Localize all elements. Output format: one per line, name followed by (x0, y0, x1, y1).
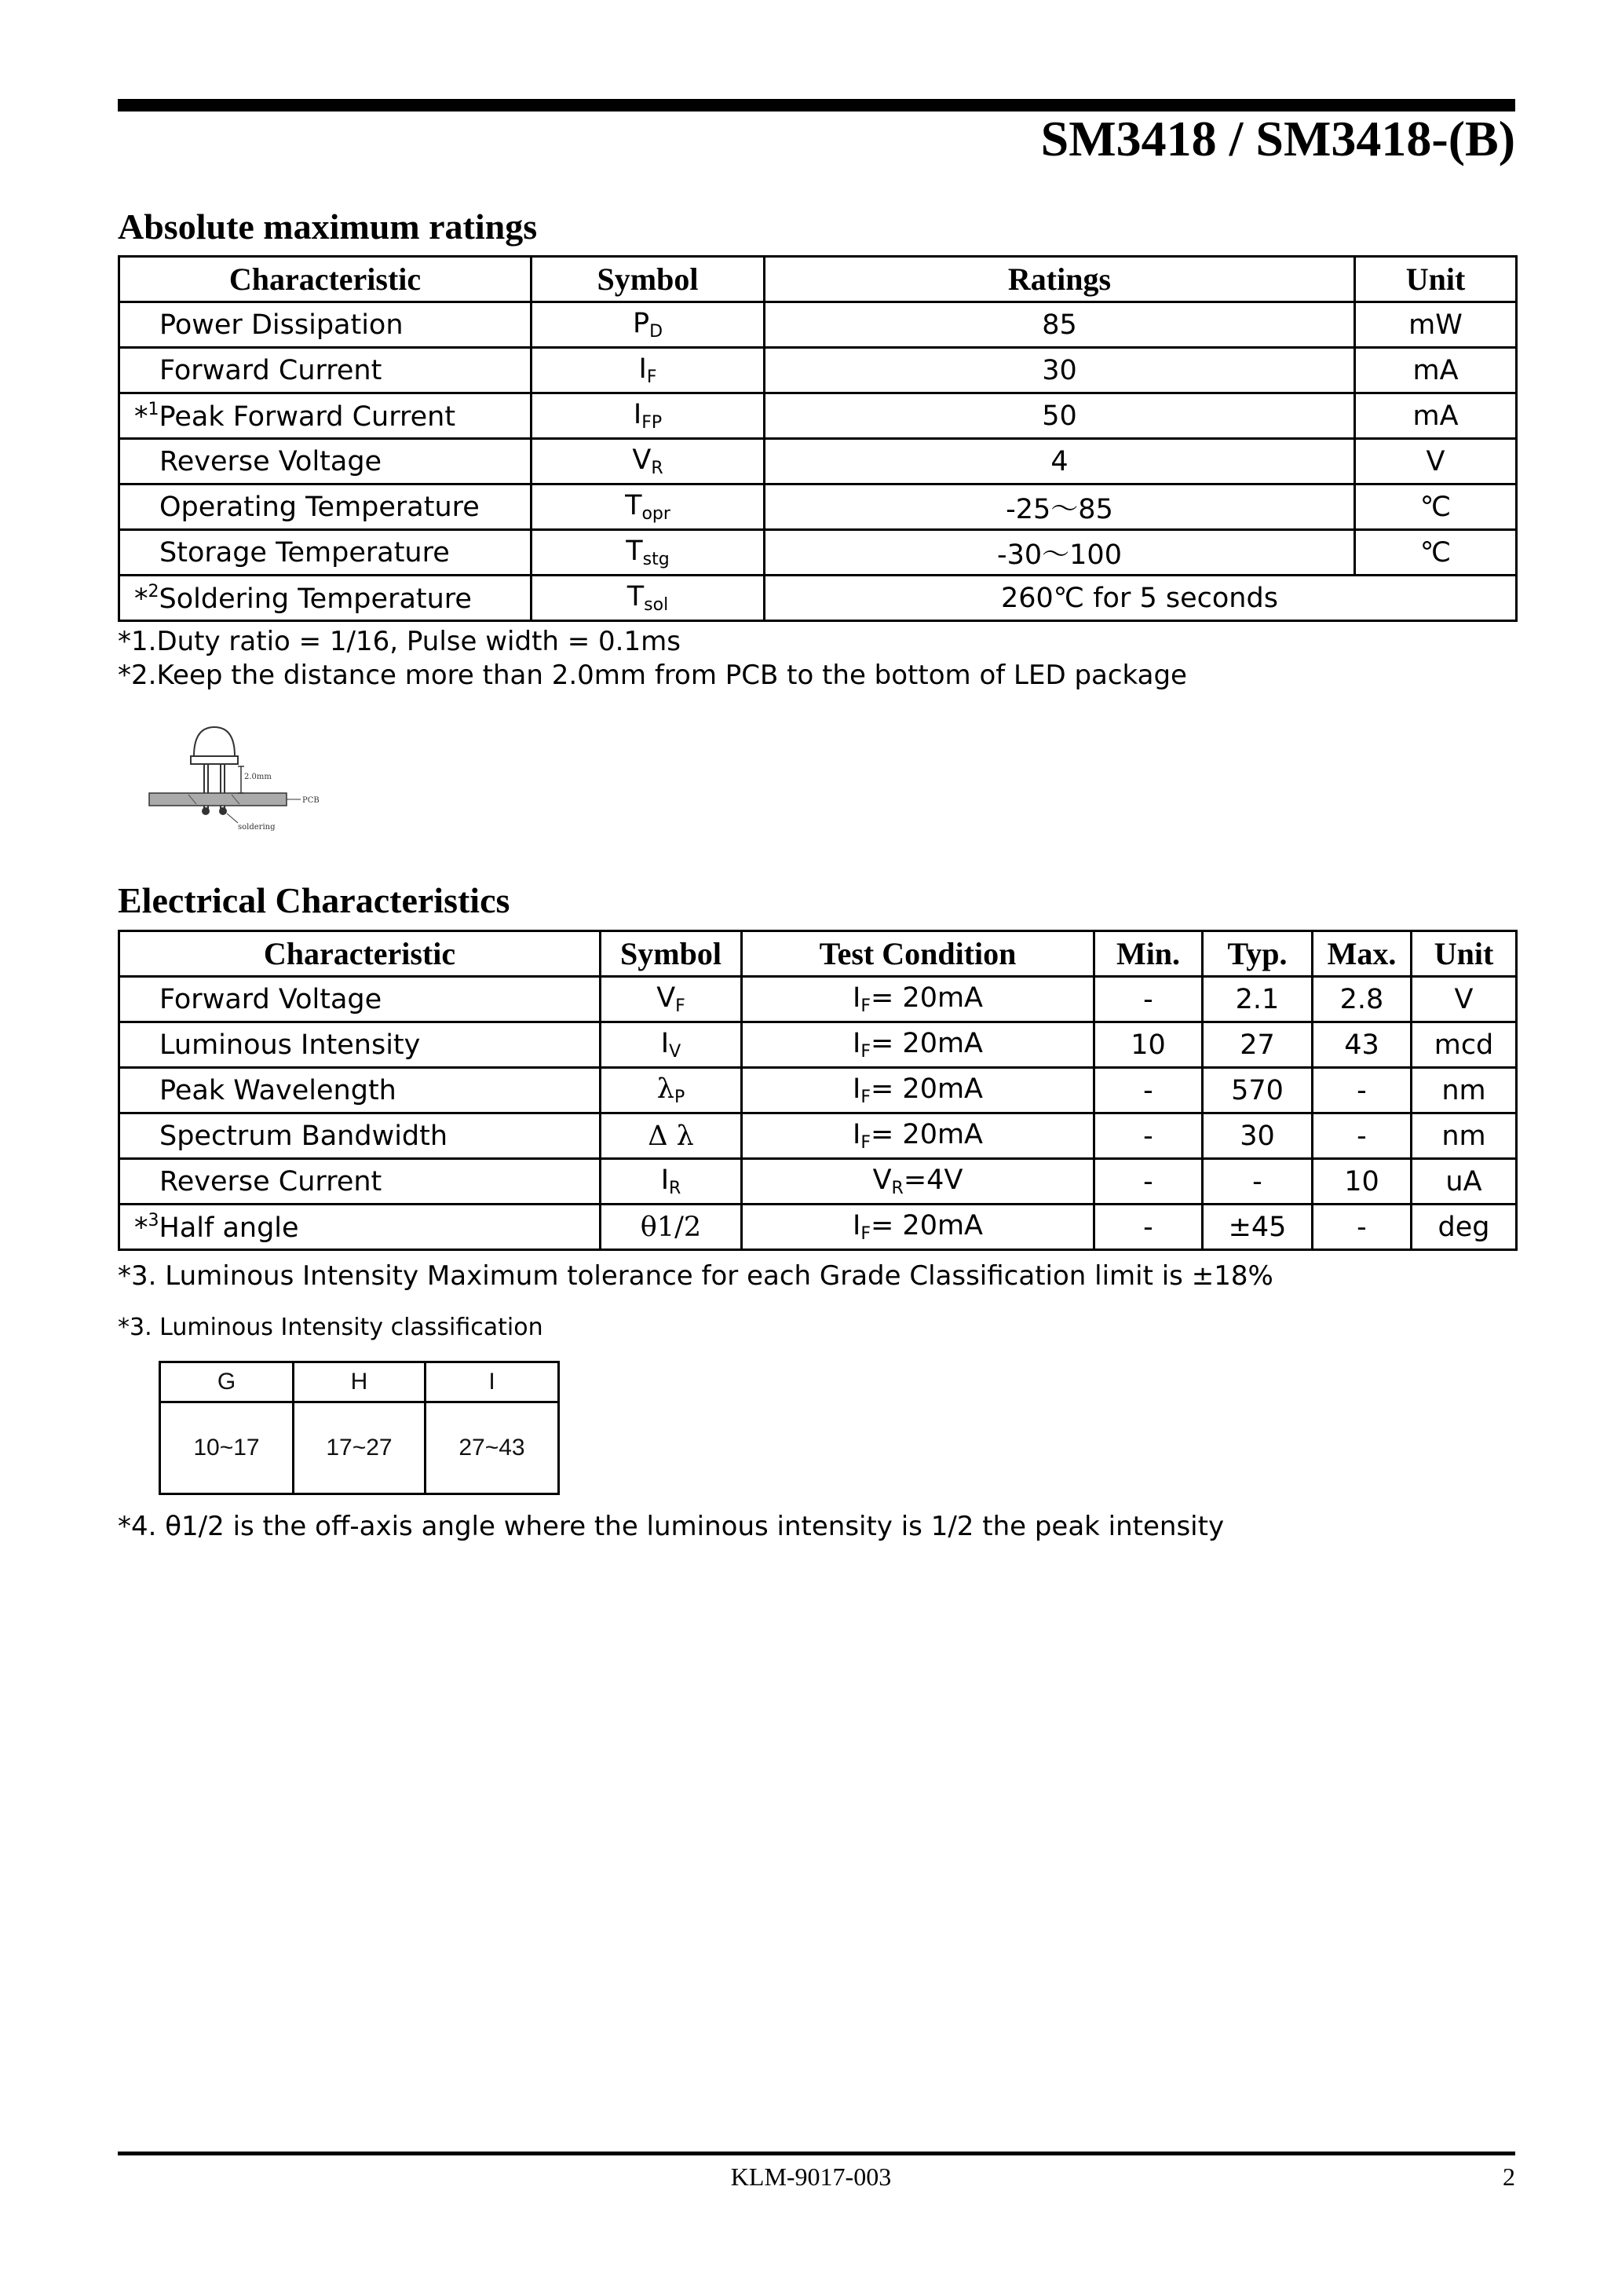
unit-cell: ℃ (1355, 530, 1517, 576)
table-row (119, 1022, 1517, 1068)
symbol-cell: $V_F$ (601, 977, 742, 1022)
typ-cell: 27 (1203, 1022, 1313, 1068)
grade-cell: I (426, 1362, 559, 1402)
solder-leader-line (227, 813, 238, 823)
condition-cell: $I_F= 20mA$ (742, 977, 1094, 1022)
characteristic-cell: Peak Wavelength (119, 1068, 601, 1113)
condition-cell: $I_F= 20mA$ (742, 1113, 1094, 1159)
table-row (119, 302, 1517, 348)
range-row (160, 1402, 559, 1494)
typ-cell: - (1203, 1159, 1313, 1205)
max-cell: 10 (1313, 1159, 1412, 1205)
table-row (119, 393, 1517, 439)
table-row (119, 439, 1517, 484)
unit-cell: ℃ (1355, 484, 1517, 530)
characteristic-cell: Reverse Voltage (119, 439, 532, 484)
luminous-classification-table (159, 1361, 560, 1495)
symbol-cell: Δ λ (601, 1113, 742, 1159)
rating-cell: -25～85 (765, 484, 1355, 530)
grade-cell: G (160, 1362, 294, 1402)
note-2: *2.Keep the distance more than 2.0mm from PCB to the bottom of LED package (118, 660, 1187, 691)
condition-cell: $I_F= 20mA$ (742, 1068, 1094, 1113)
max-cell: 2.8 (1313, 977, 1412, 1022)
min-cell: 10 (1094, 1022, 1203, 1068)
pcb-board-shape (149, 793, 287, 806)
characteristic-cell: Storage Temperature (119, 530, 532, 576)
condition-cell: $I_F= 20mA$ (742, 1022, 1094, 1068)
header-characteristic: Characteristic (119, 257, 532, 302)
unit-cell: nm (1412, 1113, 1517, 1159)
pcb-label: PCB (302, 796, 320, 805)
solder-joint-shape (202, 807, 210, 815)
unit-cell: mW (1355, 302, 1517, 348)
symbol-cell: $\lambda_P$ (601, 1068, 742, 1113)
min-cell: - (1094, 1205, 1203, 1250)
electrical-characteristics-table (118, 930, 1518, 1251)
unit-cell: deg (1412, 1205, 1517, 1250)
symbol-cell: $T_{stg}$ (532, 530, 765, 576)
unit-cell: uA (1412, 1159, 1517, 1205)
condition-cell: $V_R=4V$ (742, 1159, 1094, 1205)
note-1: *1.Duty ratio = 1/16, Pulse width = 0.1ms (118, 626, 681, 657)
rating-cell: 85 (765, 302, 1355, 348)
header-symbol: Symbol (532, 257, 765, 302)
grade-cell: H (294, 1362, 426, 1402)
typ-cell: 30 (1203, 1113, 1313, 1159)
document-id: KLM-9017-003 (730, 2163, 892, 2191)
dimension-label: 2.0mm (244, 773, 272, 781)
characteristic-cell: *$^3$Half angle (119, 1205, 601, 1250)
characteristic-cell: Forward Current (119, 348, 532, 393)
characteristic-cell: Luminous Intensity (119, 1022, 601, 1068)
header-test-condition: Test Condition (742, 931, 1094, 977)
range-cell: 27~43 (426, 1402, 559, 1494)
rating-cell: -30～100 (765, 530, 1355, 576)
header-characteristic: Characteristic (119, 931, 601, 977)
led-flange-shape (191, 756, 238, 764)
rating-cell: 260℃ for 5 seconds (765, 576, 1517, 621)
max-cell: - (1313, 1205, 1412, 1250)
table-row (119, 348, 1517, 393)
header-ratings: Ratings (765, 257, 1355, 302)
note-3: *3. Luminous Intensity Maximum tolerance for each Grade Classification limit is ±18% (118, 1260, 1273, 1292)
symbol-cell: $T_{sol}$ (532, 576, 765, 621)
max-cell: - (1313, 1113, 1412, 1159)
grade-row (160, 1362, 559, 1402)
solder-joint-shape (219, 807, 227, 815)
table-row (119, 1068, 1517, 1113)
max-cell: 43 (1313, 1022, 1412, 1068)
characteristic-cell: Forward Voltage (119, 977, 601, 1022)
header-unit: Unit (1412, 931, 1517, 977)
max-cell: - (1313, 1068, 1412, 1113)
characteristic-cell: *$^1$Peak Forward Current (119, 393, 532, 439)
rating-cell: 30 (765, 348, 1355, 393)
note-3-classification: *3. Luminous Intensity classification (118, 1314, 543, 1341)
symbol-cell: θ1/2 (601, 1205, 742, 1250)
symbol-cell: $I_R$ (601, 1159, 742, 1205)
rating-cell: 50 (765, 393, 1355, 439)
unit-cell: nm (1412, 1068, 1517, 1113)
characteristic-cell: Operating Temperature (119, 484, 532, 530)
rating-cell: 4 (765, 439, 1355, 484)
symbol-cell: $I_V$ (601, 1022, 742, 1068)
page-number: 2 (1503, 2163, 1515, 2191)
unit-cell: mA (1355, 393, 1517, 439)
symbol-cell: $I_F$ (532, 348, 765, 393)
table-header-row (119, 257, 1517, 302)
range-cell: 10~17 (160, 1402, 294, 1494)
soldering-label: soldering (238, 823, 276, 831)
min-cell: - (1094, 977, 1203, 1022)
header-symbol: Symbol (601, 931, 742, 977)
bottom-rule (118, 2152, 1515, 2155)
table-row (119, 977, 1517, 1022)
symbol-cell: $V_R$ (532, 439, 765, 484)
characteristic-cell: Power Dissipation (119, 302, 532, 348)
symbol-cell: $T_{opr}$ (532, 484, 765, 530)
min-cell: - (1094, 1113, 1203, 1159)
table-row (119, 530, 1517, 576)
electrical-characteristics-title: Electrical Characteristics (118, 880, 510, 920)
condition-cell: $I_F= 20mA$ (742, 1205, 1094, 1250)
unit-cell: V (1355, 439, 1517, 484)
characteristic-cell: *$^2$Soldering Temperature (119, 576, 532, 621)
unit-cell: mcd (1412, 1022, 1517, 1068)
typ-cell: 2.1 (1203, 977, 1313, 1022)
led-dome-shape (194, 727, 235, 756)
table-row (119, 1159, 1517, 1205)
min-cell: - (1094, 1159, 1203, 1205)
unit-cell: V (1412, 977, 1517, 1022)
unit-cell: mA (1355, 348, 1517, 393)
table-row (119, 484, 1517, 530)
led-pcb-mounting-diagram (145, 721, 334, 831)
table-row (119, 1113, 1517, 1159)
min-cell: - (1094, 1068, 1203, 1113)
typ-cell: 570 (1203, 1068, 1313, 1113)
header-unit: Unit (1355, 257, 1517, 302)
symbol-cell: $I_{FP}$ (532, 393, 765, 439)
header-min: Min. (1094, 931, 1203, 977)
symbol-cell: $P_D$ (532, 302, 765, 348)
table-row (119, 576, 1517, 621)
header-typ: Typ. (1203, 931, 1313, 977)
table-row (119, 1205, 1517, 1250)
absolute-ratings-title: Absolute maximum ratings (118, 207, 538, 247)
range-cell: 17~27 (294, 1402, 426, 1494)
characteristic-cell: Spectrum Bandwidth (119, 1113, 601, 1159)
absolute-ratings-table (118, 255, 1518, 622)
document-title: SM3418 / SM3418-(B) (1040, 111, 1515, 166)
characteristic-cell: Reverse Current (119, 1159, 601, 1205)
note-4: *4. θ1/2 is the off-axis angle where the luminous intensity is 1/2 the peak intensity (118, 1511, 1225, 1542)
header-max: Max. (1313, 931, 1412, 977)
table-header-row (119, 931, 1517, 977)
typ-cell: ±45 (1203, 1205, 1313, 1250)
